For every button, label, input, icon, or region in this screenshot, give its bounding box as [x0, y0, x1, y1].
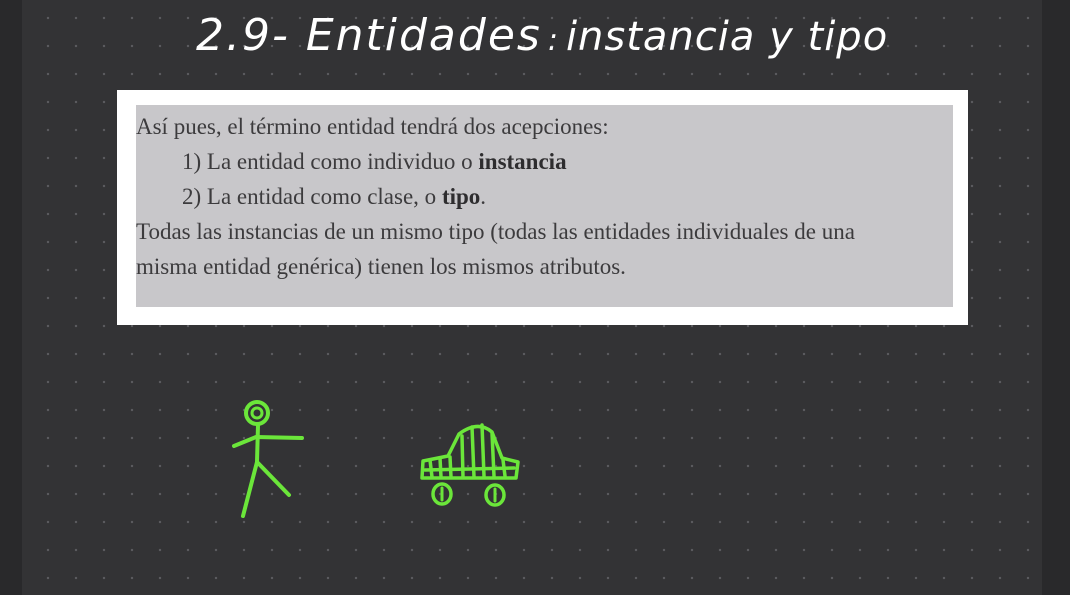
term-tipo: tipo [441, 184, 481, 209]
excerpt-intro: Así pues, el término entidad tendrá dos acepciones: [136, 114, 609, 139]
title-heading: 2.9- Entidades [196, 10, 542, 61]
excerpt-item-2: 2) La entidad como clase, o tipo. [182, 184, 487, 209]
car-sketch [422, 425, 518, 505]
excerpt-item-1: 1) La entidad como individuo o instancia [182, 149, 567, 174]
title-separator: : [547, 23, 560, 58]
excerpt-closing-line-2: misma entidad genérica) tienen los mismos atributos. [136, 254, 626, 279]
stick-figure-sketch [234, 402, 302, 516]
title-subtitle: instancia y tipo [565, 14, 889, 60]
term-instancia: instancia [478, 149, 567, 174]
excerpt-closing-line-1: Todas las instancias de un mismo tipo (todas las entidades individuales de una [136, 219, 855, 244]
